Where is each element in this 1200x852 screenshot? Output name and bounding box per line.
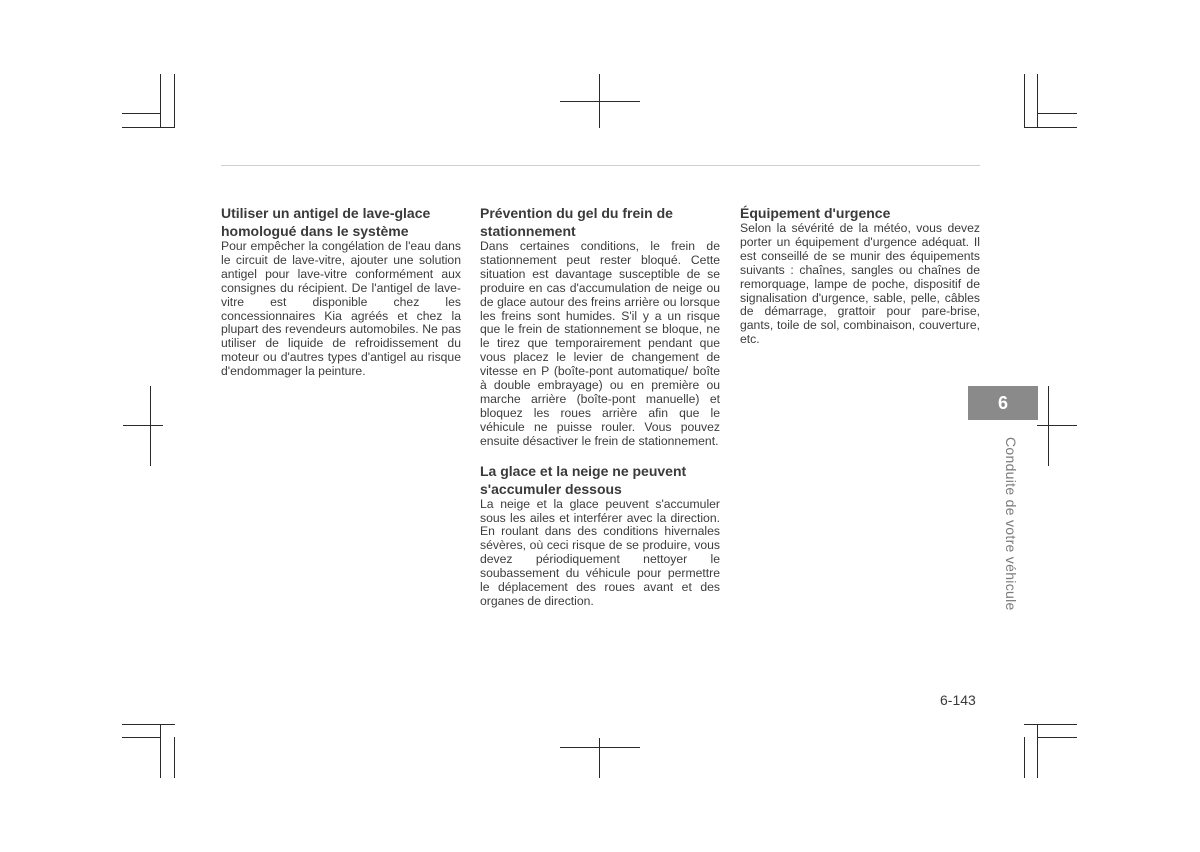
chapter-title	[1003, 437, 1019, 611]
section-heading-antigel: Utiliser un antigel de lave-glace homologué dans le système	[221, 205, 431, 239]
header-rule	[221, 165, 980, 166]
section-body-parking-brake: Dans certaines conditions, le frein de stationnement peut rester bloqué. Cette situation est davantage susceptible de se produire en cas d'accumulation de neige ou de glace autour des freins arrière ou lorsque les freins sont humides. S'il y a un risque que le frein de stationnement se bloque, ne le tirez que temporairement pendant que vous placez le levier de changement de vitesse en P (boîte-pont automatique/ boîte à double embrayage) ou en première ou marche arrière (boîte-pont manuelle) et bloquez les roues arrière afin que le véhicule ne puisse rouler. Vous pouvez ensuite désactiver le frein de stationnement.	[480, 239, 720, 448]
column-3	[740, 204, 980, 360]
column-1	[221, 204, 461, 392]
section-heading-emergency-equipment: Équipement d'urgence	[740, 205, 891, 221]
page-number: 6-143	[940, 692, 976, 708]
section-body-antigel: Pour empêcher la congélation de l'eau dans le circuit de lave-vitre, ajouter une solution antigel pour lave-vitre conformément aux consignes du récipient. De l'antigel de lave-vitre est disponible chez les concessionnaires Kia agréés et chez la plupart des revendeurs automobiles. Ne pas utiliser de liquide de refroidissement du moteur ou d'autres types d'antigel au risque d'endommager la peinture.	[221, 239, 461, 379]
section-heading-parking-brake: Prévention du gel du frein de stationnement	[480, 205, 673, 239]
chapter-title-text: Conduite de votre véhicule	[1003, 437, 1019, 611]
chapter-number-tab: 6	[968, 386, 1038, 420]
column-2	[480, 204, 720, 622]
section-heading-ice-snow: La glace et la neige ne peuvent s'accumuler dessous	[480, 462, 687, 497]
section-body-ice-snow: La neige et la glace peuvent s'accumuler sous les ailes et interférer avec la direction. En roulant dans des conditions hivernales sévères, où ceci risque de se produire, vous devez périodiquement nettoyer le soubassement du véhicule pour permettre le déplacement des roues avant et des organes de direction.	[480, 496, 720, 608]
section-body-emergency-equipment: Selon la sévérité de la météo, vous devez porter un équipement d'urgence adéquat. Il est conseillé de se munir des équipements suivants : chaînes, sangles ou chaînes de remorquage, lampe de poche, dispositif de signalisation d'urgence, sable, pelle, câbles de démarrage, grattoir pour pare-brise, gants, toile de sol, combinaison, couverture, etc.	[740, 221, 980, 347]
